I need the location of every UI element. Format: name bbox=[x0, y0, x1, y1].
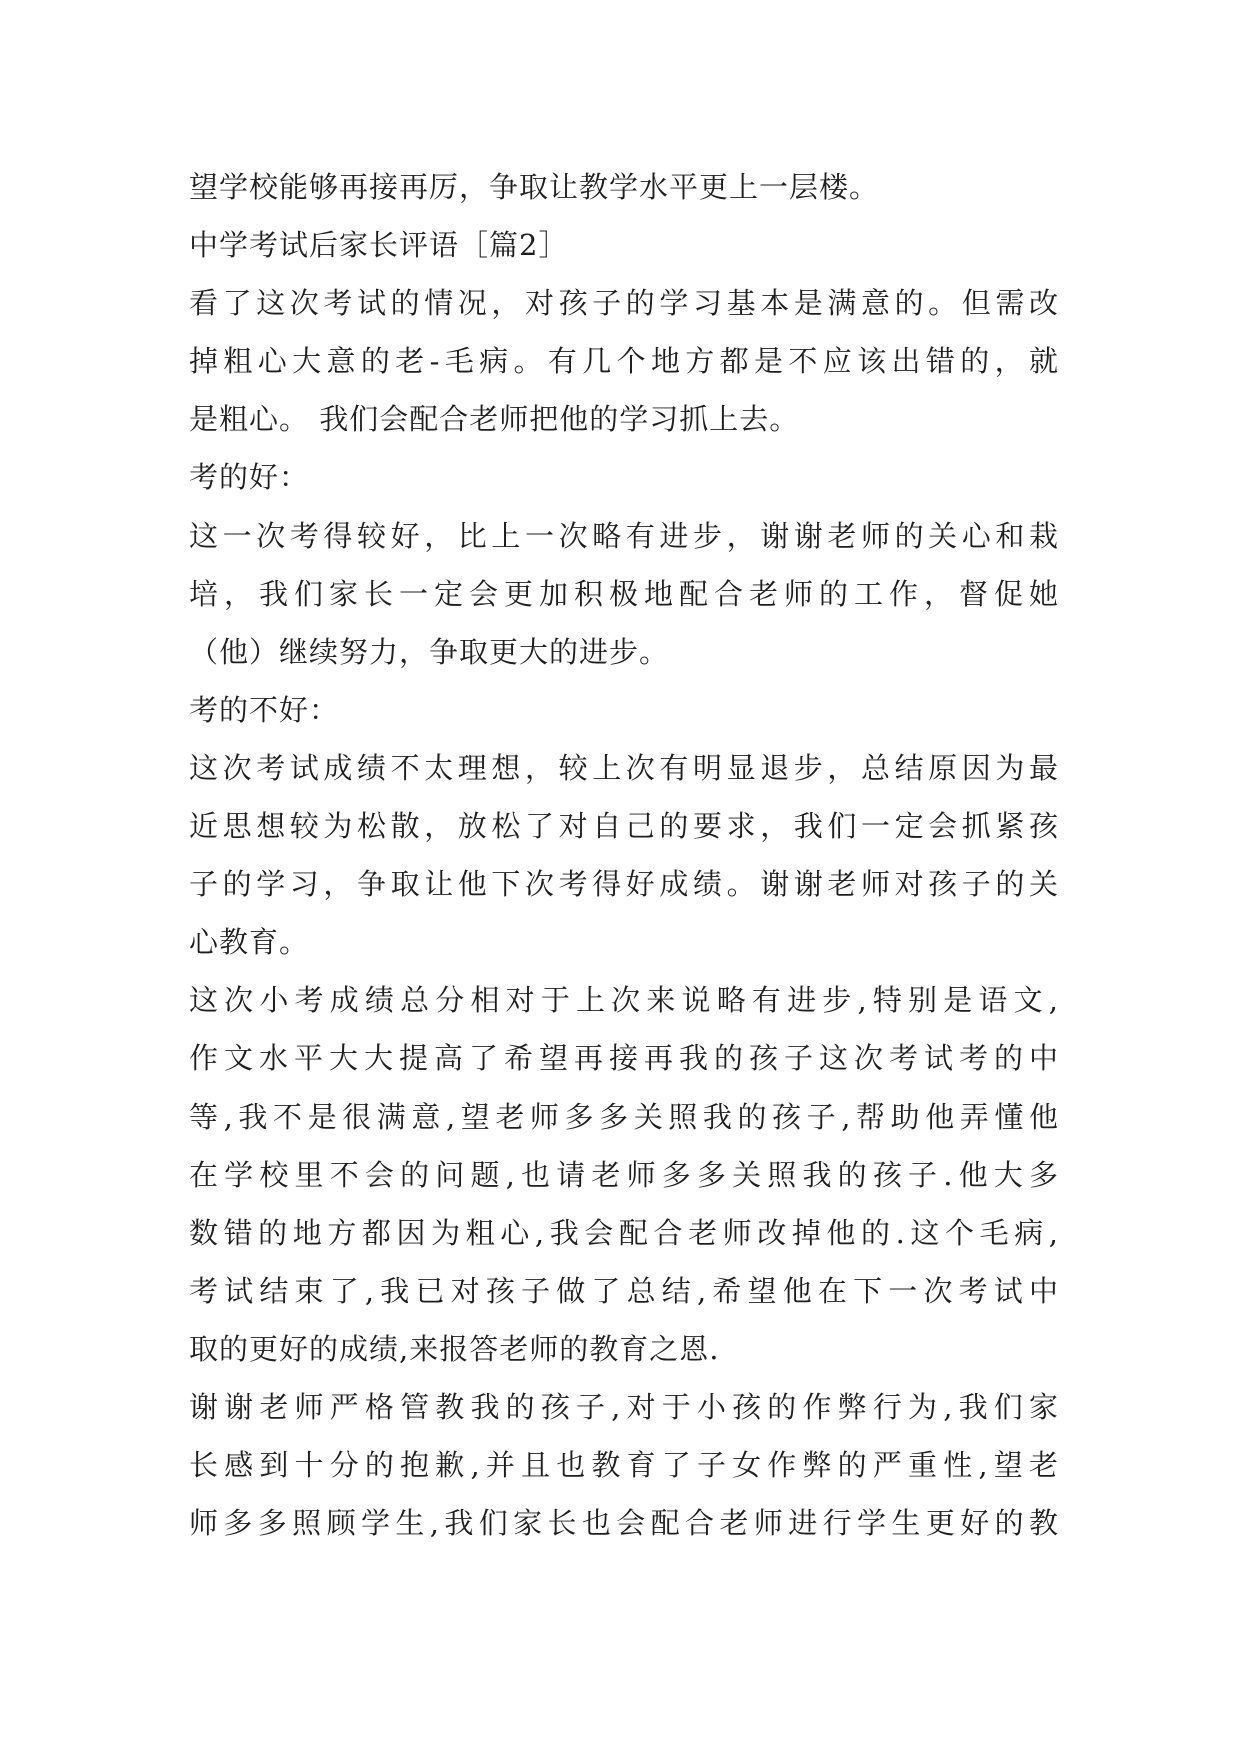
text-line: 考试结束了,我已对孩子做了总结,希望他在下一次考试中 bbox=[189, 1273, 1059, 1308]
text-line: 这一次考得较好，比上一次略有进步，谢谢老师的关心和栽 bbox=[189, 518, 1059, 553]
text-line: 子的学习，争取让他下次考得好成绩。谢谢老师对孩子的关 bbox=[189, 867, 1059, 902]
text-line: 作文水平大大提高了希望再接再我的孩子这次考试考的中 bbox=[189, 1041, 1059, 1076]
text-line: 是粗心。 我们会配合老师把他的学习抓上去。 bbox=[189, 402, 800, 437]
section-heading: 中学考试后家长评语［篇2］ bbox=[189, 228, 569, 263]
text-line: 近思想较为松散，放松了对自己的要求，我们一定会抓紧孩 bbox=[189, 809, 1059, 844]
text-line: 心教育。 bbox=[189, 925, 310, 960]
text-line: 取的更好的成绩,来报答老师的教育之恩. bbox=[189, 1331, 720, 1366]
text-line: 望学校能够再接再厉，争取让教学水平更上一层楼。 bbox=[189, 170, 880, 204]
text-line: 这次考试成绩不太理想，较上次有明显退步，总结原因为最 bbox=[189, 750, 1059, 785]
text-line: 培，我们家长一定会更加积极地配合老师的工作，督促她 bbox=[189, 576, 1059, 611]
text-line: （他）继续努力，争取更大的进步。 bbox=[189, 634, 670, 669]
subheading-bad: 考的不好： bbox=[189, 692, 340, 727]
text-line: 这次小考成绩总分相对于上次来说略有进步,特别是语文, bbox=[189, 983, 1059, 1018]
text-line: 看了这次考试的情况，对孩子的学习基本是满意的。但需改 bbox=[189, 286, 1059, 321]
text-line: 在学校里不会的问题,也请老师多多关照我的孩子.他大多 bbox=[189, 1157, 1059, 1192]
text-line: 等,我不是很满意,望老师多多关照我的孩子,帮助他弄懂他 bbox=[189, 1099, 1059, 1134]
text-line: 师多多照顾学生,我们家长也会配合老师进行学生更好的教 bbox=[189, 1506, 1059, 1541]
text-line: 长感到十分的抱歉,并且也教育了子女作弊的严重性,望老 bbox=[189, 1448, 1059, 1483]
text-line: 谢谢老师严格管教我的孩子,对于小孩的作弊行为,我们家 bbox=[189, 1389, 1059, 1424]
subheading-good: 考的好： bbox=[189, 460, 310, 495]
text-line: 掉粗心大意的老-毛病。有几个地方都是不应该出错的，就 bbox=[189, 344, 1059, 379]
document-body bbox=[189, 158, 1059, 1552]
text-line: 数错的地方都因为粗心,我会配合老师改掉他的.这个毛病, bbox=[189, 1215, 1059, 1250]
